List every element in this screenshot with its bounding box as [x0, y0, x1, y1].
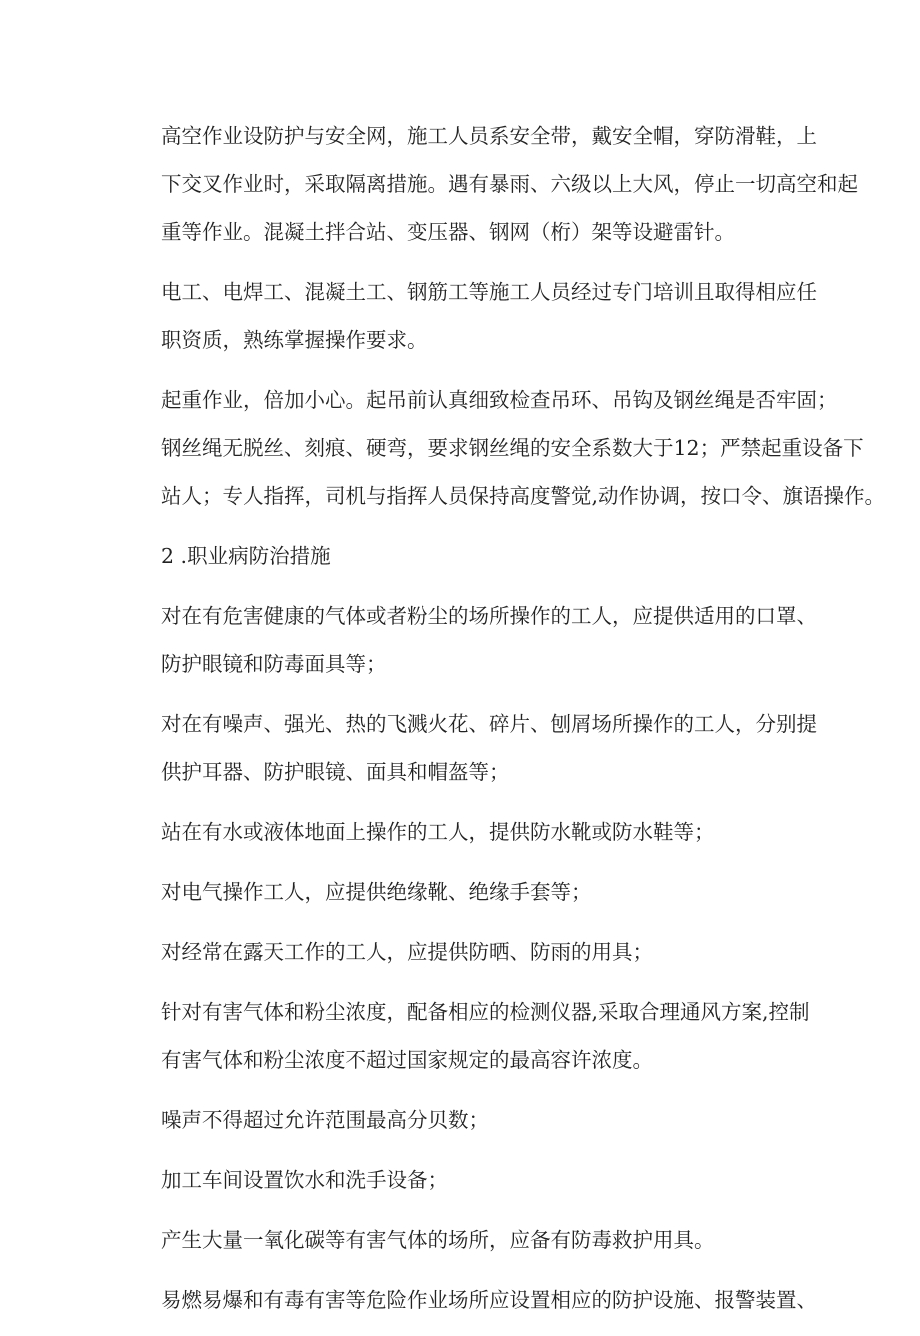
text-line: 供护耳器、防护眼镜、面具和帽盔等；	[161, 760, 510, 784]
document-body	[113, 112, 886, 1336]
text-line: 站在有水或液体地面上操作的工人，提供防水靴或防水鞋等；	[161, 820, 715, 844]
text-line: 产生大量一氧化碳等有害气体的场所，应备有防毒救护用具。	[161, 1228, 715, 1252]
text-line: 对在有噪声、强光、热的飞溅火花、碎片、刨屑场所操作的工人，分别提	[161, 712, 817, 736]
paragraph-worker-qualification	[113, 268, 817, 364]
text-line: 起重作业，倍加小心。起吊前认真细致检查吊环、吊钩及钢丝绳是否牢固；	[161, 388, 838, 412]
measure-washing-facilities	[113, 1156, 813, 1204]
text-line: 加工车间设置饮水和洗手设备；	[161, 1168, 448, 1192]
text-line: 易燃易爆和有毒有害等危险作业场所应设置相应的防护设施、报警装置、	[161, 1288, 817, 1312]
text-line: 职资质，熟练掌握操作要求。	[161, 328, 428, 352]
text-line: 有害气体和粉尘浓度不超过国家规定的最高容许浓度。	[161, 1048, 653, 1072]
text-line: 对电气操作工人，应提供绝缘靴、绝缘手套等；	[161, 880, 592, 904]
text-line: 对在有危害健康的气体或者粉尘的场所操作的工人，应提供适用的口罩、	[161, 604, 817, 628]
measure-noise-limit	[113, 1096, 813, 1144]
measure-dust-gas-protection	[113, 592, 817, 688]
measure-gas-dust-monitoring	[113, 988, 813, 1084]
measure-hazardous-area-facilities	[113, 1276, 817, 1324]
text-line: 钢丝绳无脱丝、刻痕、硬弯，要求钢丝绳的安全系数大于12；严禁起重设备下	[161, 436, 864, 460]
paragraph-lifting-operation	[113, 376, 886, 520]
text-line: 对经常在露天工作的工人，应提供防晒、防雨的用具；	[161, 940, 653, 964]
paragraph-high-altitude-safety	[113, 112, 858, 256]
text-line: 站人；专人指挥，司机与指挥人员保持高度警觉,动作协调，按口令、旗语操作。	[161, 484, 886, 508]
text-line: 下交叉作业时，采取隔离措施。遇有暴雨、六级以上大风，停止一切高空和起	[161, 172, 858, 196]
measure-waterproof-footwear	[113, 808, 813, 856]
text-line: 噪声不得超过允许范围最高分贝数；	[161, 1108, 489, 1132]
text-line: 高空作业设防护与安全网，施工人员系安全带，戴安全帽，穿防滑鞋，上	[161, 124, 817, 148]
measure-gas-rescue-equipment	[113, 1216, 813, 1264]
measure-electrical-insulation	[113, 868, 813, 916]
text-line: 电工、电焊工、混凝土工、钢筋工等施工人员经过专门培训且取得相应任	[161, 280, 817, 304]
text-line: 防护眼镜和防毒面具等；	[161, 652, 387, 676]
section-heading: 2 .职业病防治措施	[161, 544, 331, 568]
text-line: 重等作业。混凝土拌合站、变压器、钢网（桁）架等设避雷针。	[161, 220, 735, 244]
measure-noise-light-protection	[113, 700, 817, 796]
text-line: 针对有害气体和粉尘浓度，配备相应的检测仪器,采取合理通风方案,控制	[161, 1000, 810, 1024]
measure-outdoor-protection	[113, 928, 813, 976]
